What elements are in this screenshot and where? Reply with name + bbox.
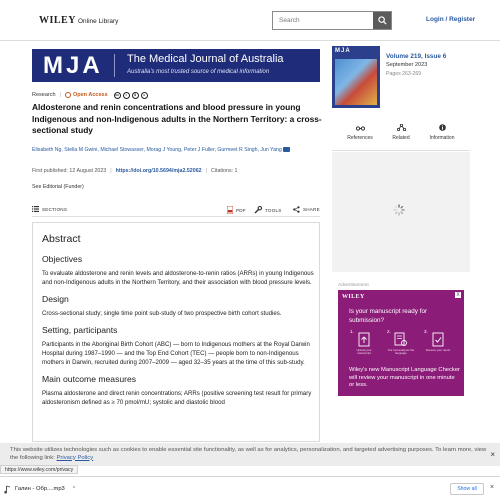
ad-close-button[interactable]: X	[456, 292, 460, 298]
issue-link[interactable]: Volume 219, Issue 6	[386, 53, 447, 60]
journal-short-name: MJA	[43, 52, 103, 79]
references-icon	[356, 124, 365, 131]
nd-icon: =	[141, 92, 148, 99]
author-names[interactable]: Elisabeth Ng, Stella M Gwini, Michael Stowasser, Morag J Young, Peter J Fuller, Gurmeet R Singh, Jun Yang	[32, 147, 282, 153]
ad-step-label: Upload your manuscript	[356, 348, 372, 356]
journal-title: The Medical Journal of Australia	[127, 53, 284, 65]
article-type: Research	[32, 92, 56, 98]
author-list[interactable]	[32, 146, 322, 155]
tools-button[interactable]	[254, 206, 282, 214]
show-all-button[interactable]: Show all	[450, 483, 484, 495]
see-editorial-link[interactable]: See Editorial (Funder)	[32, 184, 84, 190]
article-meta-row	[32, 90, 150, 100]
related-icon	[397, 124, 406, 131]
issue-pages: Pages 263-269	[386, 71, 422, 77]
list-icon	[32, 206, 39, 212]
pdf-label: PDF	[236, 207, 246, 213]
article-toolbar	[32, 203, 320, 217]
cookie-text-block	[10, 447, 490, 462]
article-title: Aldosterone and renin concentrations and blood pressure in young Indigenous and non-Indigenous adults in the Northern Territory: a cross-sectional study	[32, 102, 322, 135]
ad-placeholder	[332, 152, 470, 272]
outcome-heading: Main outcome measures	[42, 374, 137, 384]
cookie-banner	[0, 443, 500, 466]
ad-step-label: Our tool analyzes the language	[387, 348, 415, 356]
wiley-language-checker-ad[interactable]	[338, 290, 464, 396]
email-icon[interactable]	[283, 147, 290, 152]
citations-count[interactable]: Citations: 1	[210, 168, 238, 174]
wiley-brand: WILEY	[39, 15, 76, 26]
privacy-policy-link[interactable]: Privacy Policy	[56, 454, 94, 461]
first-published-date: 12 August 2023	[69, 168, 107, 174]
search-icon	[378, 16, 387, 25]
banner-divider	[114, 54, 115, 77]
ad-headline: Is your manuscript ready for submission?	[349, 308, 428, 324]
setting-heading: Setting, participants	[42, 325, 118, 335]
tab-references[interactable]	[337, 124, 383, 141]
report-check-icon	[431, 332, 445, 348]
download-bar	[0, 476, 500, 500]
meta-separator: |	[59, 92, 61, 98]
by-icon: i	[123, 92, 130, 99]
tab-information-label: Information	[429, 135, 455, 141]
design-text: Cross-sectional study; single time point sub-study of two prospective birth cohort studies.	[42, 310, 282, 317]
download-item[interactable]	[4, 483, 75, 495]
pdf-icon	[227, 206, 233, 214]
upload-document-icon	[357, 332, 371, 348]
journal-tagline: Australia's most trusted source of medical information	[127, 69, 270, 75]
tab-related-label: Related	[392, 135, 410, 141]
ad-wiley-logo: WILEY	[342, 294, 365, 300]
ad-step-number: 3.	[424, 329, 428, 334]
setting-text: Participants in the Aboriginal Birth Cohort (ABC) — born to Indigenous mothers at the Royal Darwin Hospital during 1987–1990 — and the Top End Cohort (TEC) — people born to non-Indigenous mothers in Darwin, recruited during 2007–2009 — aged 32–35 years at the time of this sub-study.	[42, 341, 310, 366]
share-button[interactable]	[293, 206, 320, 213]
cover-label: MJA	[335, 48, 351, 54]
share-label: SHARE	[303, 207, 320, 212]
cover-image	[335, 59, 377, 105]
cookie-close-button[interactable]: ×	[490, 450, 495, 459]
info-icon	[439, 124, 446, 131]
sections-button[interactable]	[32, 206, 67, 212]
sections-label: SECTIONS	[42, 206, 68, 212]
search-button[interactable]	[373, 12, 391, 29]
music-file-icon	[4, 485, 11, 494]
ad-step-1	[350, 330, 378, 356]
nc-icon: $	[132, 92, 139, 99]
issue-date: September 2023	[386, 62, 428, 68]
tab-information[interactable]	[419, 124, 465, 141]
search-input[interactable]	[273, 12, 374, 29]
abstract-title: Abstract	[42, 233, 81, 245]
download-filename: Галин - Обр....mp3	[15, 486, 65, 492]
journal-banner[interactable]	[32, 49, 320, 82]
search-box	[272, 11, 392, 30]
ad-step-label: Receive your report	[425, 348, 451, 352]
chevron-up-icon[interactable]: ^	[72, 486, 76, 492]
ad-step-number: 1.	[350, 329, 354, 334]
open-access-icon	[65, 92, 71, 98]
abstract-panel	[32, 222, 320, 442]
ad-step-number: 2.	[387, 329, 391, 334]
open-access-label: Open Access	[72, 92, 108, 98]
pub-separator: |	[110, 168, 112, 174]
wiley-brand-suffix: Online Library	[77, 18, 119, 25]
journal-cover[interactable]	[332, 46, 380, 108]
objectives-heading: Objectives	[42, 254, 83, 264]
ad-body-text: Wiley's new Manuscript Language Checker will review your manuscript in one minute or less.	[349, 367, 460, 389]
tab-related[interactable]	[378, 124, 424, 141]
tools-label: TOOLS	[265, 207, 282, 213]
outcome-text: Plasma aldosterone and direct renin concentrations; ARRs (positive screening test result for primary aldosteronism defined as ≥ 70 pmol/mU; systolic and diastolic blood	[42, 390, 312, 406]
site-header	[0, 0, 500, 41]
cookie-message: This website utilizes technologies such as cookies to enable essential site functionality, as well as for analytics, personalization, and targeted advertising purposes. To learn more, view the following link:	[10, 447, 487, 461]
advertisement-label: Advertisement	[338, 283, 369, 288]
publication-info	[32, 168, 237, 174]
analyze-document-icon	[394, 332, 408, 348]
design-heading: Design	[42, 294, 69, 304]
open-access-badge	[65, 92, 108, 98]
share-icon	[293, 206, 300, 213]
wiley-logo[interactable]	[39, 15, 118, 26]
loading-spinner-icon	[393, 204, 405, 216]
objectives-text: To evaluate aldosterone and renin levels and aldosterone-to-renin ratios (ARRs) in young Indigenous and non-Indigenous adults in the Northern Territory, and their association with blood pressure levels.	[42, 270, 314, 286]
ad-steps	[350, 330, 452, 364]
status-bar-url: https://www.wiley.com/privacy	[0, 465, 78, 474]
first-published-label: First published:	[32, 168, 68, 174]
license-icons[interactable]	[114, 92, 150, 99]
cc-icon: cc	[115, 93, 120, 97]
wrench-icon	[254, 206, 262, 214]
login-register-link[interactable]: Login / Register	[426, 16, 476, 23]
ad-step-3	[424, 330, 452, 352]
ad-step-2	[387, 330, 415, 356]
pub-separator: |	[205, 168, 207, 174]
tab-references-label: References	[347, 135, 373, 141]
download-bar-close-button[interactable]: ×	[490, 484, 495, 491]
sidebar-tabs	[332, 124, 470, 148]
pdf-button[interactable]	[227, 206, 246, 214]
doi-link[interactable]: https://doi.org/10.5694/mja2.52062	[115, 168, 202, 174]
tabs-divider	[332, 150, 470, 151]
